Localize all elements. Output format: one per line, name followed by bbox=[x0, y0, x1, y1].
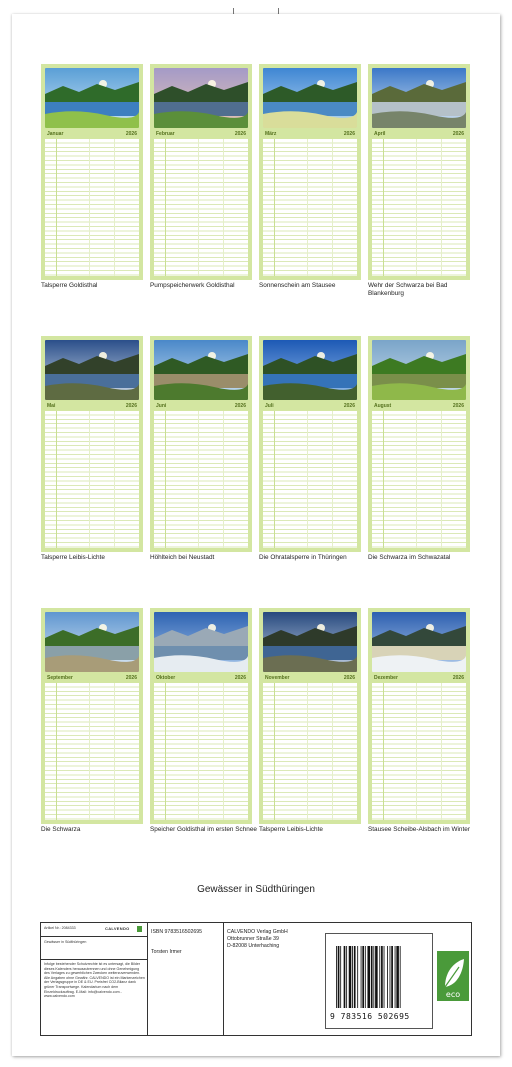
planner-grid bbox=[263, 683, 357, 820]
barcode-box bbox=[325, 933, 433, 1029]
month-name: November bbox=[265, 675, 290, 681]
planner-grid bbox=[45, 139, 139, 276]
month-card-10 bbox=[259, 608, 361, 824]
month-card-9 bbox=[150, 608, 252, 824]
month-caption: Speicher Goldisthal im ersten Schnee bbox=[150, 826, 257, 833]
month-name: Februar bbox=[156, 131, 175, 137]
month-header bbox=[45, 673, 139, 683]
month-name: April bbox=[374, 131, 386, 137]
eco-leaf-icon bbox=[437, 951, 469, 1001]
eco-label: eco bbox=[445, 990, 461, 999]
month-name: März bbox=[265, 131, 277, 137]
month-caption: Stausee Scheibe-Alsbach im Winter bbox=[368, 826, 470, 833]
month-photo bbox=[154, 340, 248, 400]
publisher-street: Ottobrunner Straße 39 bbox=[227, 936, 279, 942]
month-year: 2026 bbox=[452, 403, 464, 409]
publisher-city: D-82008 Unterhaching bbox=[227, 943, 280, 949]
month-caption: Sonnenschein am Stausee bbox=[259, 282, 336, 289]
month-header bbox=[45, 401, 139, 411]
month-header bbox=[372, 129, 466, 139]
month-year: 2026 bbox=[452, 675, 464, 681]
article-number: Artikel Nr.: 2084333 bbox=[44, 926, 76, 930]
month-year: 2026 bbox=[234, 675, 246, 681]
month-photo bbox=[372, 340, 466, 400]
month-photo bbox=[372, 68, 466, 128]
month-header bbox=[263, 673, 357, 683]
planner-grid bbox=[372, 139, 466, 276]
legal-text: Infolge bestehender Schutzrechte ist es untersagt, die Bilder dieses Kalenders herauszutrennen und ohne Genehmigung des Verlages zu gewerblichen Zwecken weiterzuverwenden. Alle Angaben ohne Gewähr. CALVENDO ist ein Markenzeichen der Verlagsgruppe in DE & EU. Preisfrei CO2-Bilanz dank grüner Transportwege. Kalendarium nach dem Einzeldruckauftrag. E-Mail: info@calvendo.com - www.calvendo.com bbox=[44, 962, 145, 999]
month-year: 2026 bbox=[343, 403, 355, 409]
month-card-4 bbox=[41, 336, 143, 552]
month-header bbox=[154, 401, 248, 411]
product-title-small: Gewässer in Südthüringen bbox=[44, 940, 87, 944]
month-year: 2026 bbox=[125, 675, 137, 681]
month-name: Dezember bbox=[374, 675, 398, 681]
planner-grid bbox=[154, 411, 248, 548]
author-name: Torsten Irmer bbox=[151, 949, 182, 955]
month-caption: Pumpspeicherwerk Goldisthal bbox=[150, 282, 235, 289]
month-photo bbox=[372, 612, 466, 672]
month-caption: Wehr der Schwarza bei Bad Blankenburg bbox=[368, 282, 448, 297]
month-caption: Höhlteich bei Neustadt bbox=[150, 554, 215, 561]
month-photo bbox=[154, 68, 248, 128]
month-caption: Die Schwarza im Schwazatal bbox=[368, 554, 451, 561]
month-card-1 bbox=[150, 64, 252, 280]
month-card-5 bbox=[150, 336, 252, 552]
month-card-7 bbox=[368, 336, 470, 552]
product-info-box bbox=[40, 922, 472, 1036]
month-caption: Die Schwarza bbox=[41, 826, 81, 833]
month-caption: Talsperre Leibis-Lichte bbox=[259, 826, 323, 833]
month-header bbox=[154, 129, 248, 139]
info-legal-column bbox=[41, 923, 148, 1035]
planner-grid bbox=[372, 411, 466, 548]
month-photo bbox=[45, 612, 139, 672]
month-header bbox=[372, 401, 466, 411]
barcode-icon bbox=[334, 946, 426, 1008]
month-caption: Talsperre Leibis-Lichte bbox=[41, 554, 105, 561]
info-publisher-column bbox=[224, 923, 325, 1035]
month-photo bbox=[263, 612, 357, 672]
month-header bbox=[45, 129, 139, 139]
month-name: Mai bbox=[47, 403, 56, 409]
planner-grid bbox=[154, 683, 248, 820]
month-year: 2026 bbox=[234, 403, 246, 409]
month-header bbox=[263, 129, 357, 139]
month-name: Juli bbox=[265, 403, 274, 409]
month-card-0 bbox=[41, 64, 143, 280]
month-year: 2026 bbox=[343, 131, 355, 137]
divider bbox=[41, 959, 147, 960]
divider bbox=[41, 936, 147, 937]
month-caption: Talsperre Goldisthal bbox=[41, 282, 98, 289]
month-photo bbox=[154, 612, 248, 672]
barcode-number: 9 783516 502695 bbox=[330, 1012, 410, 1021]
month-photo bbox=[263, 340, 357, 400]
calendar-title: Gewässer in Südthüringen bbox=[197, 884, 315, 895]
month-header bbox=[154, 673, 248, 683]
month-caption: Die Ohratalsperre in Thüringen bbox=[259, 554, 347, 561]
month-name: August bbox=[374, 403, 392, 409]
month-header bbox=[263, 401, 357, 411]
isbn-text: ISBN 9783516502695 bbox=[151, 929, 203, 935]
month-year: 2026 bbox=[452, 131, 464, 137]
planner-grid bbox=[263, 139, 357, 276]
month-name: Juni bbox=[156, 403, 167, 409]
planner-grid bbox=[263, 411, 357, 548]
month-photo bbox=[45, 68, 139, 128]
planner-grid bbox=[372, 683, 466, 820]
month-year: 2026 bbox=[343, 675, 355, 681]
month-card-8 bbox=[41, 608, 143, 824]
month-header bbox=[372, 673, 466, 683]
planner-grid bbox=[45, 683, 139, 820]
planner-grid bbox=[45, 411, 139, 548]
publisher-name: CALVENDO Verlag GmbH bbox=[227, 929, 288, 935]
month-card-11 bbox=[368, 608, 470, 824]
planner-grid bbox=[154, 139, 248, 276]
month-photo bbox=[45, 340, 139, 400]
month-photo bbox=[263, 68, 357, 128]
month-name: Oktober bbox=[156, 675, 176, 681]
month-year: 2026 bbox=[125, 131, 137, 137]
month-year: 2026 bbox=[125, 403, 137, 409]
month-card-3 bbox=[368, 64, 470, 280]
publisher-logo-mark bbox=[137, 926, 142, 932]
info-isbn-column bbox=[148, 923, 224, 1035]
month-name: September bbox=[47, 675, 73, 681]
month-name: Januar bbox=[47, 131, 64, 137]
info-barcode-column bbox=[325, 923, 473, 1035]
month-card-2 bbox=[259, 64, 361, 280]
publisher-logo: CALVENDO bbox=[105, 926, 130, 931]
month-card-6 bbox=[259, 336, 361, 552]
month-year: 2026 bbox=[234, 131, 246, 137]
